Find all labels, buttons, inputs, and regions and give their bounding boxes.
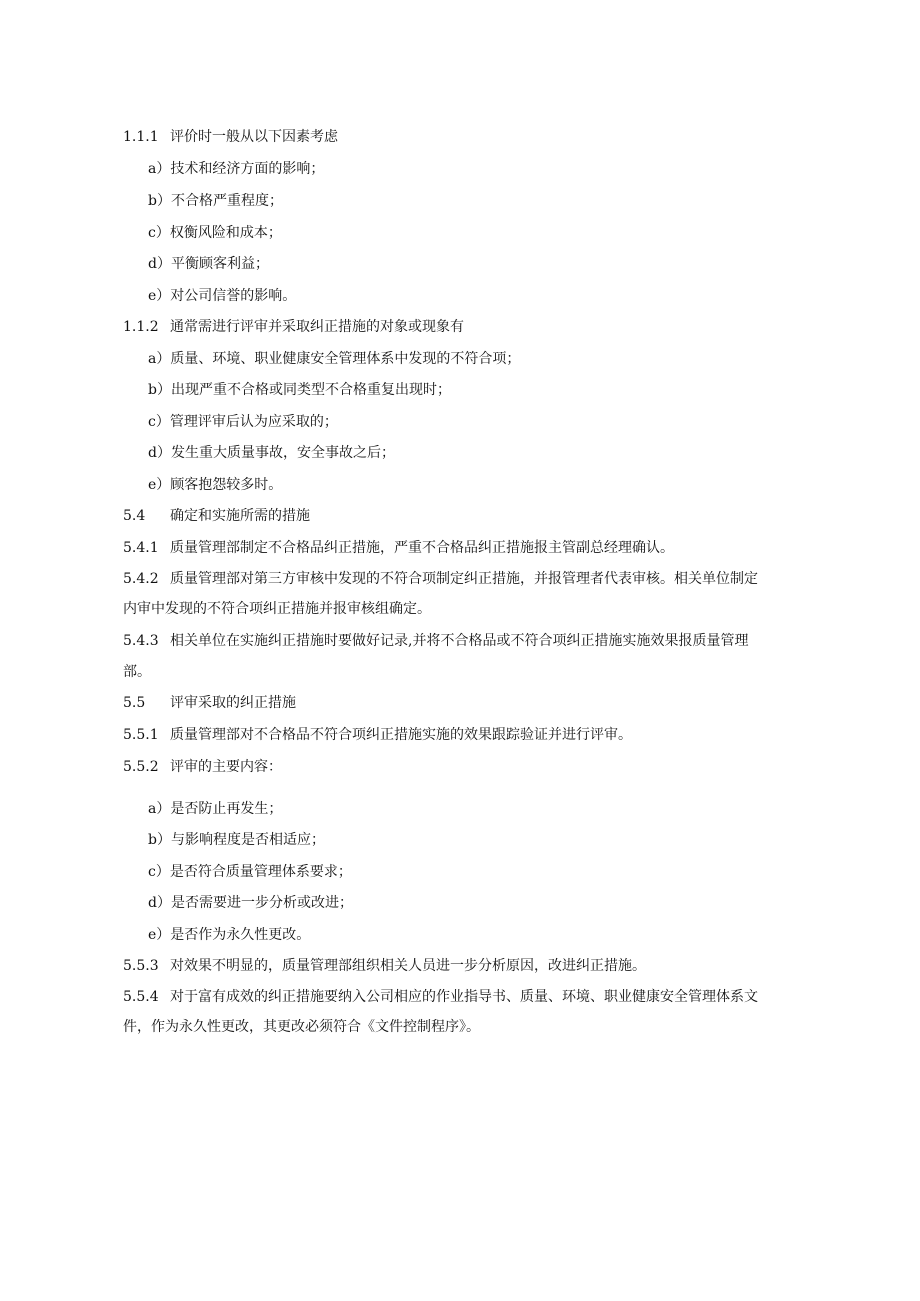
paragraph-5-5-3 [123,956,823,976]
paragraph-text: 质量管理部对不合格品不符合项纠正措施实施的效果跟踪验证并进行评审。 [170,727,632,743]
list-item: e）顾客抱怨较多时。 [148,477,283,493]
paragraph-text: 对于富有成效的纠正措施要纳入公司相应的作业指导书、质量、环境、职业健康安全管理体系文 [170,989,758,1005]
section-number: 5.5.3 [123,958,159,974]
paragraph-5-5-1 [123,725,823,745]
section-number: 5.4.1 [123,540,159,556]
list-item: c）权衡风险和成本； [148,225,282,241]
section-title: 评价时一般从以下因素考虑 [170,129,338,145]
list-item: e）对公司信誉的影响。 [148,288,297,304]
section-5-5-heading [123,693,823,713]
paragraph-5-5-4 [123,987,823,1007]
paragraph-text: 相关单位在实施纠正措施时要做好记录,并将不合格品或不符合项纠正措施实施效果报质量管理 [170,633,749,649]
section-1-1-2-heading [123,317,823,337]
list-item: d）是否需要进一步分析或改进； [148,895,353,911]
paragraph-5-5-2 [123,757,823,777]
list-item: d）发生重大质量事故，安全事故之后； [148,445,395,461]
list-item: d）平衡顾客利益； [148,256,269,272]
list-item: a）质量、环境、职业健康安全管理体系中发现的不符合项； [148,351,521,367]
paragraph-continuation: 件，作为永久性更改，其更改必须符合《文件控制程序》。 [123,1019,480,1035]
list-item: a）技术和经济方面的影响； [148,161,325,177]
section-title: 评审采取的纠正措施 [170,695,296,711]
section-5-4-heading [123,506,823,526]
list-item: a）是否防止再发生； [148,801,283,817]
section-number: 5.5.2 [123,759,159,775]
list-item: e）是否作为永久性更改。 [148,927,311,943]
section-1-1-1-heading [123,127,823,147]
section-number: 1.1.1 [123,129,159,145]
section-title: 通常需进行评审并采取纠正措施的对象或现象有 [170,319,464,335]
section-number: 5.5.1 [123,727,159,743]
paragraph-text: 评审的主要内容： [170,759,282,775]
paragraph-5-4-1 [123,538,823,558]
paragraph-continuation: 部。 [123,664,151,680]
paragraph-5-4-2 [123,569,823,589]
list-item: b）不合格严重程度； [148,193,283,209]
section-number: 1.1.2 [123,319,159,335]
section-number: 5.4.2 [123,571,159,587]
section-number: 5.4.3 [123,633,159,649]
list-item: c）是否符合质量管理体系要求； [148,864,352,880]
list-item: b）出现严重不合格或同类型不合格重复出现时； [148,382,451,398]
paragraph-text: 质量管理部制定不合格品纠正措施，严重不合格品纠正措施报主管副总经理确认。 [170,540,674,556]
list-item: c）管理评审后认为应采取的； [148,414,338,430]
paragraph-text: 质量管理部对第三方审核中发现的不符合项制定纠正措施，并报管理者代表审核。相关单位制定 [170,571,758,587]
section-number: 5.5 [123,695,146,711]
paragraph-text: 对效果不明显的，质量管理部组织相关人员进一步分析原因，改进纠正措施。 [170,958,646,974]
section-number: 5.5.4 [123,989,159,1005]
section-title: 确定和实施所需的措施 [170,508,310,524]
paragraph-continuation: 内审中发现的不符合项纠正措施并报审核组确定。 [123,601,431,617]
paragraph-5-4-3 [123,631,823,651]
list-item: b）与影响程度是否相适应； [148,832,325,848]
section-number: 5.4 [123,508,146,524]
